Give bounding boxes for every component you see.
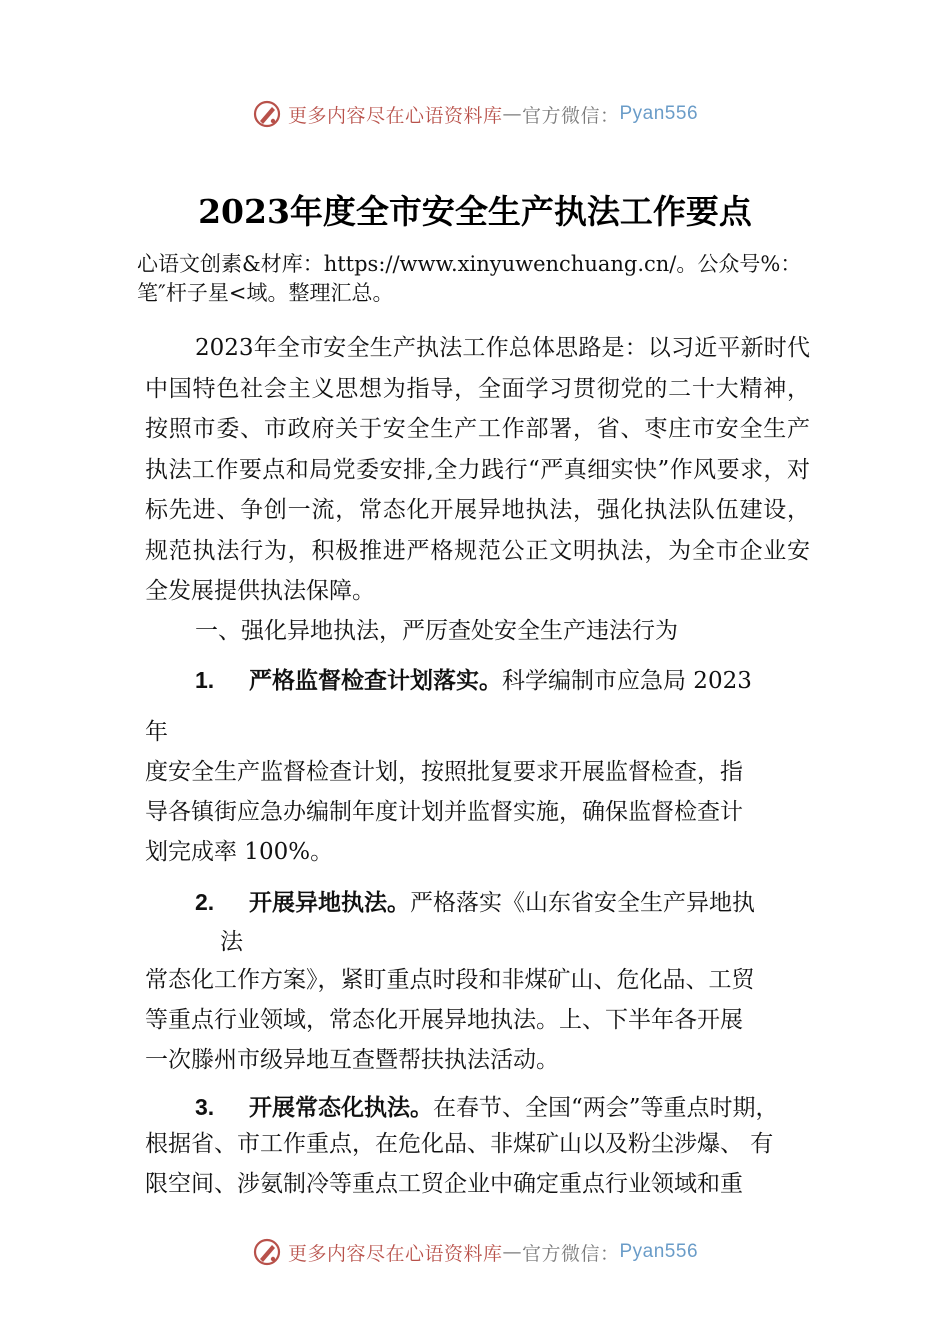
item-number: 3. bbox=[195, 1094, 215, 1120]
item-2-line: 常态化工作方案》，紧盯重点时段和非煤矿山、危化品、工贸 bbox=[145, 967, 755, 993]
document-title: 2023年度全市安全生产执法工作要点 bbox=[198, 192, 752, 231]
item-heading: 开展异地执法。 bbox=[249, 890, 410, 916]
banner-wechat-id: Pyan556 bbox=[619, 103, 699, 124]
banner-wechat-label: 官方微信： bbox=[521, 1242, 620, 1265]
item-3-line: 限空间、涉氨制冷等重点工贸企业中确定重点行业领域和重 bbox=[145, 1171, 743, 1197]
section-heading: 一、强化异地执法，严厉查处安全生产违法行为 bbox=[195, 618, 678, 644]
pen-logo-icon bbox=[252, 1237, 282, 1267]
pen-logo-icon bbox=[252, 99, 282, 129]
intro-paragraph: 2023年全市安全生产执法工作总体思路是：以习近平新时代中国特色社会主义思想为指导，全面学习贯彻党的二十大精神，按照市委、市政府关于安全生产工作部署，省、枣庄市安全生产执法工作要点和局党委安排,全力践行“严真细实快”作风要求，对标先进、争创一流，常态化开展异地执法，强化执法队伍建设，规范执法行为，积极推进严格规范公正文明执法，为全市企业安全发展提供执法保障。 bbox=[145, 335, 810, 604]
item-1-line: 导各镇街应急办编制年度计划并监督实施，确保监督检查计 bbox=[145, 799, 743, 825]
item-2-wrap-word: 法 bbox=[220, 929, 243, 955]
banner-promo-text: 更多内容尽在心语资料库 bbox=[287, 104, 503, 127]
item-number: 2. bbox=[195, 889, 215, 915]
item-2-header bbox=[195, 882, 755, 924]
item-number: 1. bbox=[195, 667, 215, 693]
item-first-line: 科学编制市应急局 2023 bbox=[502, 668, 752, 694]
item-first-line: 严格落实《山东省安全生产异地执 bbox=[410, 890, 755, 916]
item-3-line: 根据省、市工作重点，在危化品、非煤矿山以及粉尘涉爆、 有 bbox=[145, 1131, 774, 1157]
banner-promo-text: 更多内容尽在心语资料库 bbox=[287, 1242, 503, 1265]
item-2-line: 一次滕州市级异地互查暨帮扶执法活动。 bbox=[145, 1047, 559, 1073]
item-heading: 开展常态化执法。 bbox=[249, 1095, 433, 1121]
item-1-line: 划完成率 100%。 bbox=[145, 839, 334, 865]
item-1-header bbox=[195, 660, 752, 702]
item-1-line: 度安全生产监督检查计划，按照批复要求开展监督检查，指 bbox=[145, 759, 743, 785]
footer-banner bbox=[0, 1232, 950, 1272]
source-line: 心语文创素&材库：https://www.xinyuwenchuang.cn/。公众号%：笔″杆子星<域。整理汇总。 bbox=[137, 252, 802, 305]
banner-dash: — bbox=[502, 103, 522, 125]
item-2-line: 等重点行业领域，常态化开展异地执法。上、下半年各开展 bbox=[145, 1007, 743, 1033]
item-first-line: 在春节、全国“两会”等重点时期， bbox=[433, 1095, 779, 1121]
banner-wechat-label: 官方微信： bbox=[521, 104, 620, 127]
item-heading: 严格监督检查计划落实。 bbox=[249, 668, 502, 694]
banner-wechat-id: Pyan556 bbox=[619, 1241, 699, 1262]
banner-dash: — bbox=[502, 1241, 522, 1263]
header-banner bbox=[0, 94, 950, 134]
item-3-header bbox=[195, 1087, 779, 1129]
item-1-wrap-word: 年 bbox=[145, 719, 168, 745]
